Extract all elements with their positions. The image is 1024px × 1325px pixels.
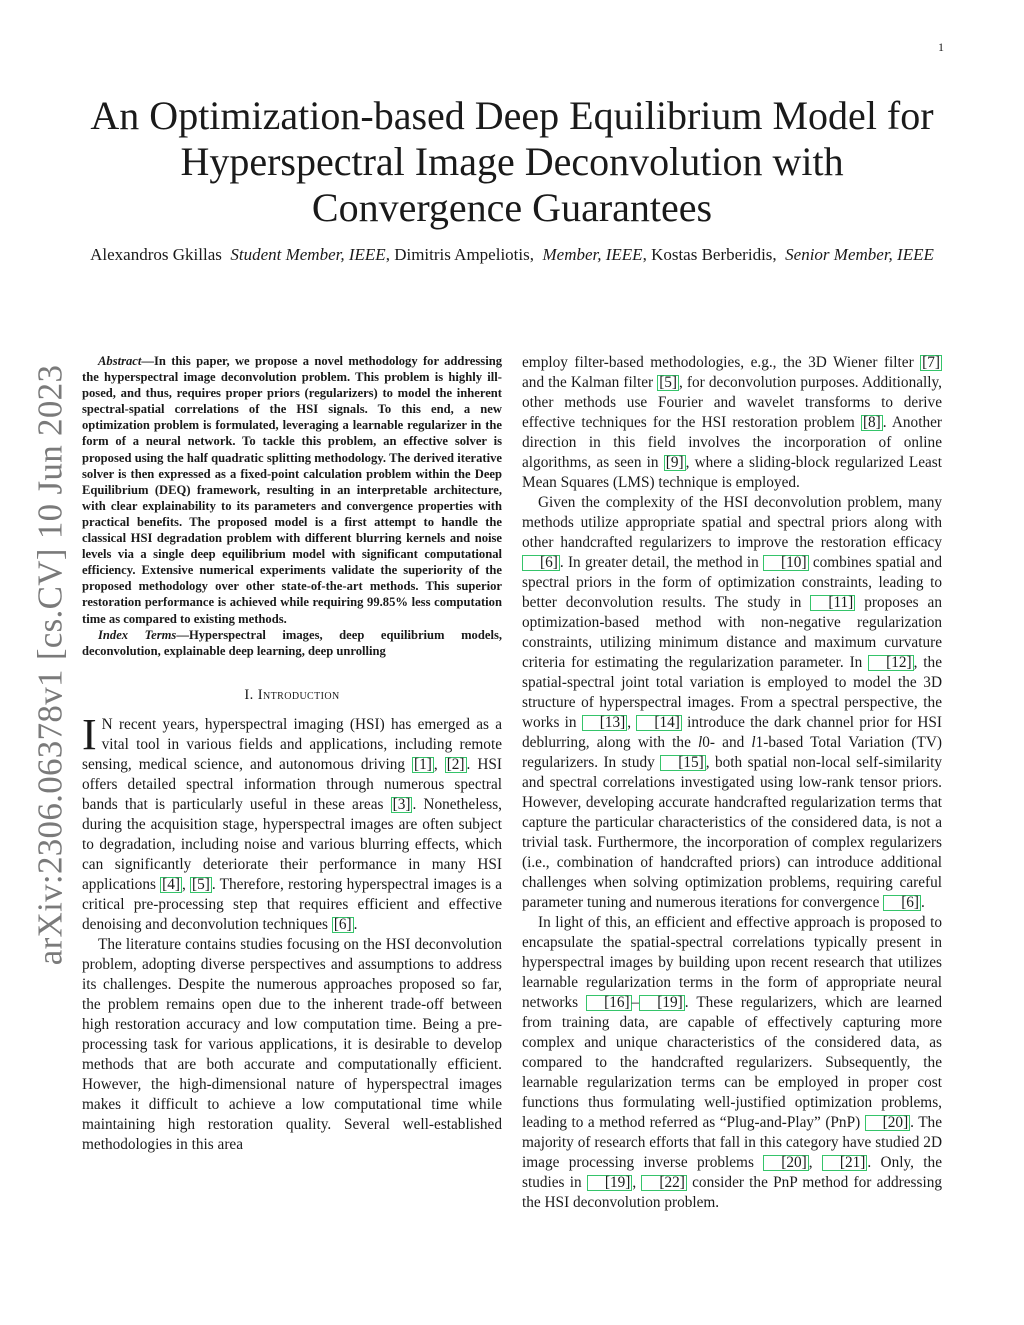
right-paragraph-2 [522,493,942,913]
author-2: Dimitris Ampeliotis, [394,245,534,264]
section-number: I. [244,686,254,703]
author-list: Alexandros Gkillas Student Member, IEEE, Dimitris Ampeliotis, Member, IEEE, Kostas Berberidis, Senior Member, IEEE [90,245,934,264]
author-1-affiliation: Student Member, IEEE [230,245,386,264]
right-p3-text: . The majority of research efforts that fall in this category have studied 2D image processing inverse problems [522,1114,942,1171]
citation-link[interactable]: [20] [763,1155,809,1171]
author-3-affiliation: Senior Member, IEEE [785,245,934,264]
citation-link[interactable]: [5] [192,875,210,893]
citation-link[interactable]: [12] [868,655,914,671]
left-column [82,353,502,1155]
right-p2-text: Given the complexity of the HSI deconvolution problem, many methods utilize appropriate spatial and spectral priors along with other handcrafted regularizers to improve the restoration efficacy [522,494,942,551]
arxiv-identifier-text: arXiv:2306.06378v1 [cs.CV] 10 Jun 2023 [30,364,69,966]
citation-link[interactable]: [19] [639,995,685,1011]
citation-link[interactable]: [9] [665,454,684,471]
page-number: 1 [938,40,944,54]
paper-title [70,93,954,231]
right-p2-text: combines spatial and spectral priors in the form of optimization constraints, leading to better deconvolution results. The study in [522,554,943,611]
intro-paragraph-2: The literature contains studies focusing on the HSI deconvolution problem, adopting diverse perspectives and assumptions to address its challenges. Despite the numerous approaches proposed so far, the problem remains open due to the inherent trade-off between high restoration accuracy and low computation time. Being a pre-processing task for various applications, it is desirable to develop methods that are both accurate and computationally efficient. However, the high-dimensional nature of hyperspectral images makes it difficult to achieve a low computational time while maintaining high restoration quality. Several well-established methodologies in this area [82,935,502,1153]
title-line-3: Convergence Guarantees [311,185,713,230]
intro-p1-text: . Therefore, restoring hyperspectral images is a critical pre-processing step that requires efficient and effective denoising and deconvolution techniques [82,875,502,933]
right-p2-text: , the spatial-spectral joint total variation is employed to model the 3D structure of hyperspectral images. From a spectral perspective, the works in [522,654,942,731]
abstract [82,353,502,627]
citation-link[interactable]: [1] [414,755,432,773]
citation-link[interactable]: [15] [660,755,706,771]
intro-p1-text: , [433,755,445,773]
right-p3-text: . These regularizers, which are learned from training data, are capable of effectively capturing more complex and unique characteristics of the considered data, as compared to the handcrafted regularizers. Subsequently, the learnable regularization terms can be employed in proper cost functions thus formulating well-justified optimization problems, leading to a method referred as “Plug-and-Play” (PnP) [522,994,943,1131]
author-3: Kostas Berberidis, [651,245,777,264]
dropcap-letter: I [82,709,97,759]
citation-link[interactable]: [7] [922,354,940,371]
citation-link[interactable]: [13] [582,715,628,731]
intro-p1-text: N recent years, hyperspectral imaging (HSI) has emerged as a vital tool in various fields and applications, including remote sensing, medical science, and autonomous driving [82,715,502,773]
citation-link[interactable]: [16] [586,995,632,1011]
right-p3-text: In light of this, an efficient and effective approach is proposed to encapsulate the spatial-spectral correlations typically present in hyperspectral images by building upon recent research that utilizes learnable regularization terms in the form of appropriate neural networks [522,914,942,1011]
citation-link[interactable]: [10] [763,555,809,571]
right-p3-text: – [631,994,640,1011]
right-p2-text: 1-based Total Variation (TV) regularizers. In study [522,734,942,771]
citation-link[interactable]: [14] [636,715,682,731]
right-p1-text: , for deconvolution purposes. Additionally, other methods use Fourier and wavelet transforms to derive effective techniques for the HSI restoration problem [522,374,942,431]
citation-link[interactable]: [11] [810,595,855,611]
arxiv-identifier-stamp [30,355,70,975]
citation-link[interactable]: [19] [587,1175,633,1191]
intro-p1-text: . Nonetheless, during the acquisition stage, hyperspectral images are often subject to degradation, including noise and various blurring effects, which can significantly deteriorate their performance in many HSI applications [82,795,502,893]
title-line-2: Hyperspectral Image Deconvolution with [180,139,844,184]
author-2-affiliation: Member, IEEE [542,245,643,264]
right-p2-text: , [627,714,637,731]
right-p1-text: . Another direction in this field involves the incorporation of online algorithms, as seen in [522,414,942,471]
right-p1-text: employ filter-based methodologies, e.g., the 3D Wiener filter [522,354,921,371]
abstract-text: —In this paper, we propose a novel methodology for addressing the hyperspectral image deconvolution problem. This problem is highly ill-posed, and thus, requires proper priors (regularizers) to model the inherent spectral-spatial correlations of the HSI signals. To this end, a new optimization problem is formulated, leveraging a learnable regularizer in the form of a neural network. To tackle this problem, an effective solver is proposed using the half quadratic splitting methodology. The derived iterative solver is then expressed as a fixed-point calculation problem within the Deep Equilibrium (DEQ) framework, resulting in an interpretable architecture, with clear explainability to its parameters and convergence properties with practical benefits. The proposed model is a first attempt to handle the classical HSI degradation problem with different blurring kernels and noise levels via a single deep equilibrium model with significant computational efficiency. Extensive numerical experiments validate the superiority of the proposed methodology over other state-of-the-art methods. This superior restoration performance is achieved while requiring 99.85% less computation time as compared to existing methods. [82,354,502,626]
right-p2-text: 0- and [702,734,752,751]
citation-link[interactable]: [20] [865,1115,911,1131]
right-p3-text: , [808,1154,822,1171]
index-terms-label: Index Terms [98,627,177,642]
intro-paragraph-1 [82,709,503,935]
citation-link[interactable]: [6] [333,915,352,933]
abstract-label: Abstract [98,354,142,368]
right-p3-text: consider the PnP method for addressing the HSI deconvolution problem. [522,1174,942,1211]
right-p2-text: introduce the dark channel prior for HSI deblurring, along with the [522,714,942,751]
intro-p1-text: . [353,915,358,933]
right-p3-text: . Only, the studies in [522,1154,942,1191]
right-p1-text: , where a sliding-block regularized Least Mean Squares (LMS) technique is employed. [522,454,943,491]
right-p2-text: . [921,894,925,911]
math-l1: l [751,734,756,751]
citation-link[interactable]: [21] [822,1155,868,1171]
right-p2-text: proposes an optimization-based method with non-negative regularization constraints, utilizing minimum distance and maximum curvature criteria for estimating the regularization parameter. In [522,594,942,671]
section-title: Introduction [257,686,340,703]
right-p1-text: and the Kalman filter [522,374,658,391]
citation-link[interactable]: [8] [862,414,881,431]
right-paragraph-3 [522,913,942,1213]
right-p2-text: . In greater detail, the method in [559,554,764,571]
citation-link[interactable]: [4] [162,875,180,893]
math-l0: l [698,734,703,751]
author-1: Alexandros Gkillas [90,245,222,264]
title-line-1: An Optimization-based Deep Equilibrium Model for [90,93,934,138]
right-p3-text: , [632,1174,642,1191]
citation-link[interactable]: [22] [641,1175,687,1191]
index-terms [82,627,502,659]
right-p2-text: , both spatial non-local self-similarity and spectral correlations investigated using low-rank tensor priors. However, developing accurate handcrafted regularization terms that capture the particular characteristics of the considered data, is not a trivial task. Furthermore, the incorporation of complex regularizers (i.e., combination of handcrafted priors) can introduce additional challenges when solving optimization problems, requiring careful parameter tuning and numerous iterations for convergence [522,754,942,911]
intro-p1-text: , [181,875,191,893]
section-heading-introduction [82,685,502,705]
intro-p1-text: . HSI offers detailed spectral information through numerous spectral bands that is particularly useful in these areas [82,755,503,813]
citation-link[interactable]: [5] [659,374,678,391]
right-paragraph-1 [522,353,942,493]
index-terms-text: —Hyperspectral images, deep equilibrium models, deconvolution, explainable deep learning, deep unrolling [82,627,502,658]
right-column [522,353,942,1213]
citation-link[interactable]: [3] [392,795,411,813]
citation-link[interactable]: [6] [522,555,560,571]
citation-link[interactable]: [6] [883,895,921,911]
citation-link[interactable]: [2] [446,755,465,773]
